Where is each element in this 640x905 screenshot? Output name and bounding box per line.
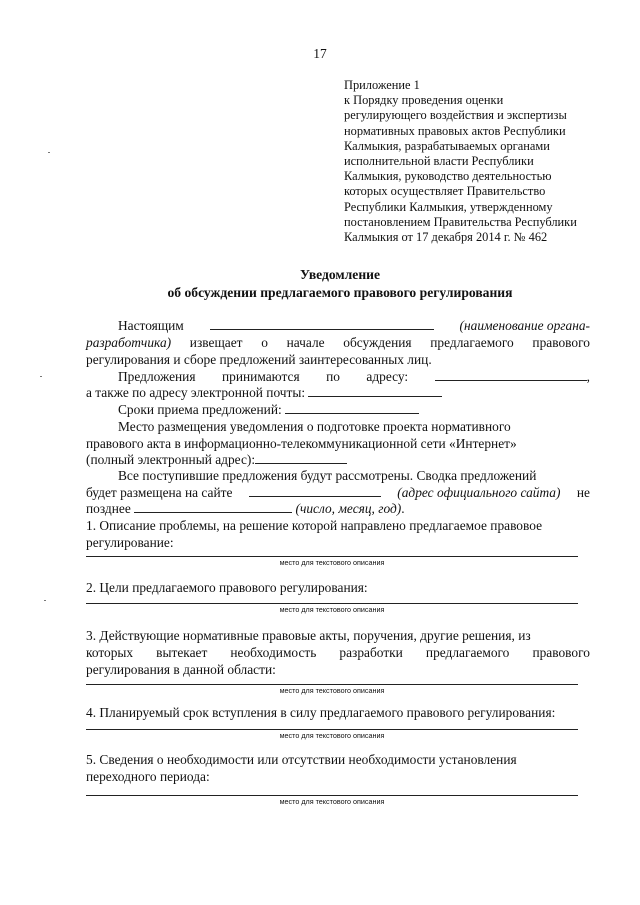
text: (полный электронный адрес): bbox=[86, 452, 256, 467]
text: 1. Описание проблемы, на решение которой направлено предлагаемое правовое bbox=[86, 518, 543, 533]
appendix-line: Приложение 1 bbox=[344, 78, 420, 92]
description-line bbox=[86, 684, 578, 685]
scan-speck bbox=[44, 600, 46, 601]
address-field bbox=[435, 369, 590, 385]
document-title: Уведомление bbox=[299, 267, 381, 282]
text: 3. Действующие нормативные правовые акты, поручения, другие решения, из bbox=[86, 628, 531, 643]
text: а также по адресу электронной почты: bbox=[86, 385, 306, 400]
description-line bbox=[86, 795, 578, 796]
text: предлагаемого bbox=[425, 645, 510, 660]
fill-blank bbox=[285, 402, 419, 414]
text: . bbox=[401, 501, 405, 516]
section-1-heading bbox=[86, 518, 590, 534]
description-line bbox=[86, 556, 578, 557]
appendix-line: Калмыкия, разрабатываемых органами bbox=[344, 138, 550, 153]
appendix-header bbox=[344, 78, 614, 245]
text: , bbox=[586, 369, 590, 384]
text: разработки bbox=[339, 645, 403, 660]
fill-blank bbox=[255, 452, 347, 464]
hint-text: разработчика) bbox=[86, 335, 172, 350]
description-line bbox=[86, 729, 578, 730]
appendix-line: постановлением Правительства Республики bbox=[344, 214, 577, 229]
notice-line bbox=[118, 402, 590, 418]
notice-line: Место размещения уведомления о подготовке проекта нормативного bbox=[118, 419, 511, 434]
appendix-line: нормативных правовых актов Республики bbox=[344, 123, 566, 138]
section-3-heading bbox=[86, 628, 590, 644]
text: будет размещена на сайте bbox=[86, 485, 233, 500]
text: Настоящим bbox=[118, 318, 184, 333]
description-caption: место для текстового описания bbox=[279, 558, 385, 567]
fill-blank bbox=[308, 385, 442, 397]
text: обсуждения bbox=[343, 335, 412, 350]
text: позднее bbox=[86, 501, 131, 516]
section-3-heading: регулирования в данной области: bbox=[86, 662, 276, 677]
scan-speck bbox=[48, 152, 50, 153]
notice-line bbox=[118, 369, 590, 385]
notice-line: Все поступившие предложения будут рассмотрены. Сводка предложений bbox=[118, 468, 537, 483]
text: адресу: bbox=[366, 369, 409, 384]
fill-blank bbox=[249, 485, 381, 497]
text: предлагаемого bbox=[430, 335, 514, 350]
description-caption: место для текстового описания bbox=[279, 686, 385, 695]
hint-text: (наименование органа- bbox=[459, 318, 590, 333]
description-caption: место для текстового описания bbox=[279, 731, 385, 740]
description-caption: место для текстового описания bbox=[279, 605, 385, 614]
text: которых bbox=[86, 645, 134, 660]
page-number: 17 bbox=[313, 46, 327, 61]
appendix-line: регулирующего воздействия и экспертизы bbox=[344, 108, 567, 123]
document-subtitle: об обсуждении предлагаемого правового регулирования bbox=[167, 285, 513, 300]
fill-blank bbox=[134, 501, 292, 513]
text: правового bbox=[532, 335, 590, 350]
appendix-line: к Порядку проведения оценки bbox=[344, 93, 504, 108]
text: Сроки приема предложений: bbox=[118, 402, 282, 417]
text: принимаются bbox=[221, 369, 300, 384]
section-4-heading: 4. Планируемый срок вступления в силу предлагаемого правового регулирования: bbox=[86, 705, 556, 720]
notice-line: регулирования и сборе предложений заинтересованных лиц. bbox=[86, 352, 432, 367]
notice-line: правового акта в информационно-телекоммуникационной сети «Интернет» bbox=[86, 436, 517, 451]
section-5-heading: 5. Сведения о необходимости или отсутствии необходимости установления bbox=[86, 752, 517, 767]
hint-text: (число, месяц, год) bbox=[295, 501, 402, 516]
text: правового bbox=[532, 645, 590, 660]
appendix-line: исполнительной власти Республики bbox=[344, 154, 534, 169]
notice-line bbox=[86, 485, 590, 501]
description-caption: место для текстового описания bbox=[279, 797, 385, 806]
appendix-line: Республики Калмыкия, утвержденному bbox=[344, 199, 553, 214]
text: необходимость bbox=[230, 645, 317, 660]
text: начале bbox=[286, 335, 325, 350]
scan-speck bbox=[40, 376, 42, 377]
notice-line bbox=[86, 501, 590, 517]
text: о bbox=[261, 335, 268, 350]
fill-blank bbox=[210, 318, 434, 330]
notice-line bbox=[118, 318, 590, 334]
fill-blank bbox=[435, 369, 587, 381]
text: не bbox=[576, 485, 590, 500]
notice-line bbox=[86, 385, 590, 401]
appendix-line: Калмыкия от 17 декабря 2014 г. № 462 bbox=[344, 230, 548, 245]
section-3-heading bbox=[86, 645, 590, 661]
section-5-heading: переходного периода: bbox=[86, 769, 210, 784]
appendix-line: Калмыкия, руководство деятельностью bbox=[344, 169, 552, 184]
text: Предложения bbox=[118, 369, 196, 384]
section-1-heading: регулирование: bbox=[86, 535, 174, 550]
notice-line bbox=[86, 452, 590, 468]
section-2-heading: 2. Цели предлагаемого правового регулирования: bbox=[86, 580, 368, 595]
text: извещает bbox=[189, 335, 243, 350]
text: по bbox=[326, 369, 340, 384]
notice-line bbox=[86, 335, 590, 351]
text: вытекает bbox=[156, 645, 208, 660]
hint-text: (адрес официального сайта) bbox=[397, 485, 561, 500]
appendix-line: которых осуществляет Правительство bbox=[344, 184, 546, 199]
description-line bbox=[86, 603, 578, 604]
